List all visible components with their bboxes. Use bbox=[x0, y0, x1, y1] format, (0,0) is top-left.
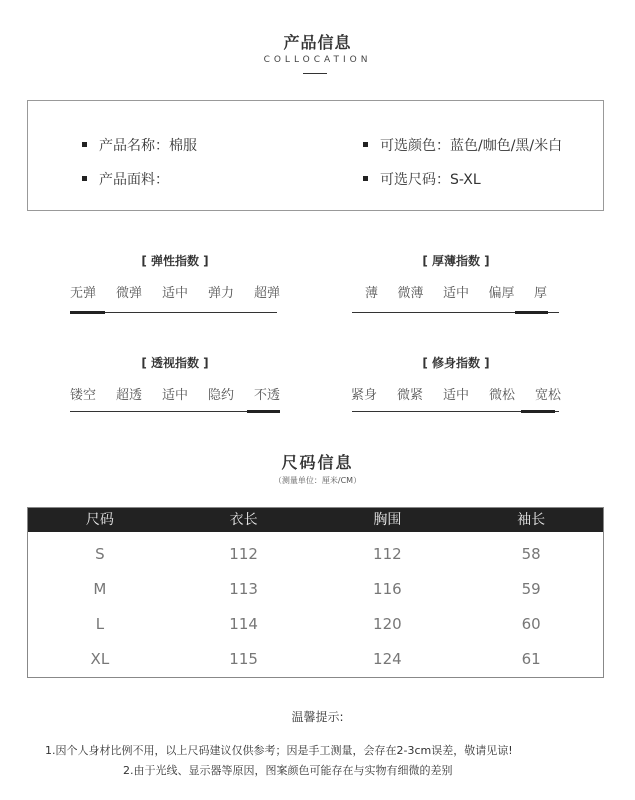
table-cell: 120 bbox=[373, 615, 402, 633]
info-item-colors bbox=[363, 135, 562, 155]
title-divider bbox=[303, 73, 327, 74]
index-option: 微松 bbox=[488, 388, 515, 403]
table-row bbox=[28, 607, 603, 642]
table-cell: 60 bbox=[521, 615, 541, 633]
size-table bbox=[27, 507, 604, 678]
index-option: 不透 bbox=[253, 388, 280, 403]
table-row bbox=[28, 537, 603, 572]
index-option: 厚 bbox=[533, 286, 547, 301]
table-cell: M bbox=[93, 580, 107, 598]
info-fabric-text: 产品面料： bbox=[99, 172, 169, 188]
column-header: 尺码 bbox=[85, 512, 114, 528]
index-option: 适中 bbox=[442, 388, 469, 403]
index-option: 适中 bbox=[161, 388, 188, 403]
table-header bbox=[28, 508, 603, 532]
table-cell: 113 bbox=[229, 580, 258, 598]
tip-line: 1.因个人身材比例不用，以上尺码建议仅供参考；因是手工测量，会存在2-3cm误差，敬请见谅! bbox=[45, 744, 513, 757]
table-cell: 114 bbox=[229, 615, 258, 633]
info-colors-text: 可选颜色：蓝色/咖色/黑/米白 bbox=[380, 138, 563, 154]
page-title: 产品信息 bbox=[283, 33, 352, 52]
info-sizes-text: 可选尺码：S-XL bbox=[380, 172, 481, 188]
product-info-box bbox=[27, 100, 604, 211]
table-cell: 59 bbox=[521, 580, 541, 598]
table-cell: 112 bbox=[229, 545, 258, 563]
size-info-title: 尺码信息 bbox=[281, 453, 354, 472]
table-cell: 115 bbox=[229, 650, 258, 668]
index-option: 适中 bbox=[161, 286, 188, 301]
index-option: 超弹 bbox=[253, 286, 280, 301]
table-row bbox=[28, 642, 603, 677]
tips-title: 温馨提示: bbox=[291, 710, 344, 724]
page-subtitle: COLLOCATION bbox=[263, 55, 372, 65]
index-option: 隐约 bbox=[207, 388, 234, 403]
bullet-icon bbox=[363, 176, 368, 181]
index-option: 镂空 bbox=[70, 388, 97, 403]
index-selected-mark bbox=[521, 410, 555, 413]
index-option: 超透 bbox=[115, 388, 142, 403]
info-item-fabric bbox=[82, 169, 169, 189]
index-title: [ 厚薄指数 ] bbox=[422, 254, 490, 268]
index-option: 微弹 bbox=[115, 286, 142, 301]
table-cell: 112 bbox=[373, 545, 402, 563]
index-option: 宽松 bbox=[534, 388, 561, 403]
tip-line: 2.由于光线、显示器等原因，图案颜色可能存在与实物有细微的差别 bbox=[123, 764, 453, 777]
index-title: [ 透视指数 ] bbox=[141, 356, 209, 370]
table-cell: L bbox=[95, 615, 105, 633]
index-option: 偏厚 bbox=[488, 286, 515, 301]
info-item-name bbox=[82, 135, 197, 155]
table-cell: S bbox=[95, 545, 105, 563]
column-header: 袖长 bbox=[517, 512, 546, 528]
index-selected-mark bbox=[247, 410, 280, 413]
info-name-text: 产品名称：棉服 bbox=[99, 138, 197, 154]
index-selected-mark bbox=[515, 311, 548, 314]
index-option: 薄 bbox=[365, 286, 379, 301]
bullet-icon bbox=[363, 142, 368, 147]
table-row bbox=[28, 572, 603, 607]
table-cell: XL bbox=[90, 650, 110, 668]
index-option: 弹力 bbox=[207, 286, 234, 301]
thickness-index bbox=[351, 252, 561, 301]
table-cell: 61 bbox=[521, 650, 541, 668]
fit-index bbox=[351, 354, 561, 403]
index-option: 微紧 bbox=[396, 388, 423, 403]
bullet-icon bbox=[82, 176, 87, 181]
column-header: 胸围 bbox=[373, 512, 402, 528]
bullet-icon bbox=[82, 142, 87, 147]
index-option: 适中 bbox=[442, 286, 469, 301]
index-selected-mark bbox=[70, 311, 105, 314]
index-option: 微薄 bbox=[397, 286, 424, 301]
column-header: 衣长 bbox=[229, 512, 258, 528]
size-info-note: （测量单位：厘米/CM） bbox=[273, 476, 362, 485]
table-cell: 124 bbox=[373, 650, 402, 668]
index-title: [ 弹性指数 ] bbox=[141, 254, 209, 268]
table-cell: 116 bbox=[373, 580, 402, 598]
index-option: 无弹 bbox=[70, 286, 97, 301]
index-option: 紧身 bbox=[351, 388, 378, 403]
elasticity-index bbox=[70, 252, 280, 301]
index-title: [ 修身指数 ] bbox=[422, 356, 490, 370]
table-cell: 58 bbox=[521, 545, 541, 563]
info-item-sizes bbox=[363, 169, 481, 189]
transparency-index bbox=[70, 354, 280, 403]
